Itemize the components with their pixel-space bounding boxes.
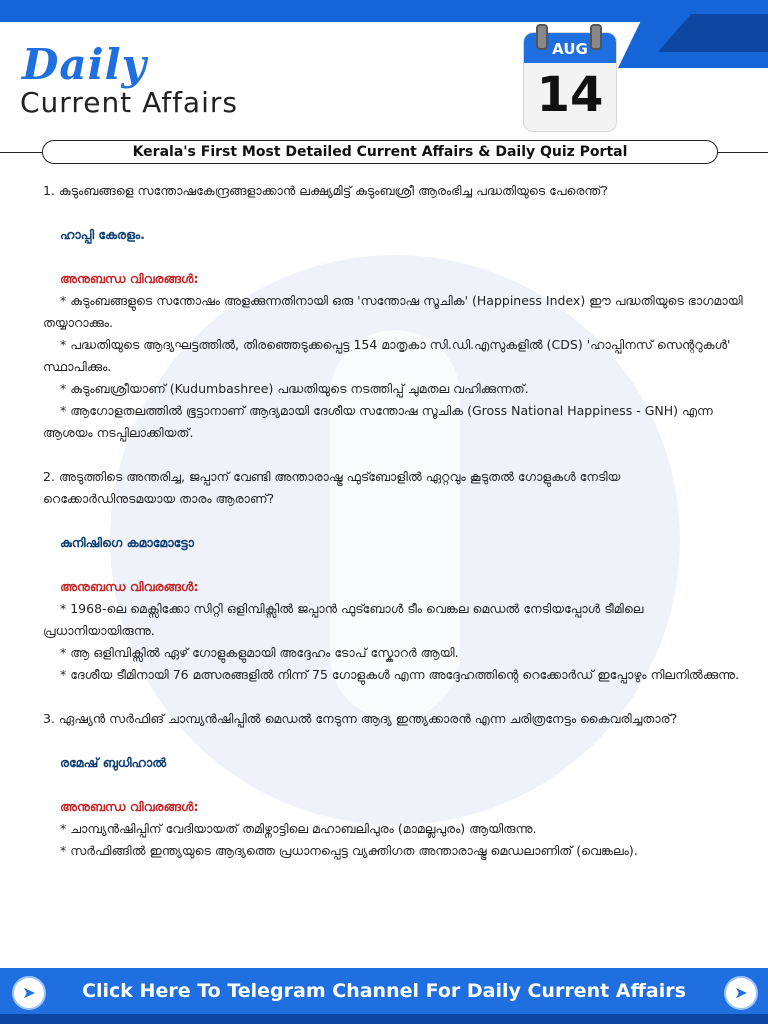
detail-item: * ചാമ്പ്യൻഷിപ്പിന് വേദിയായത് തമിഴ്നാട്ടിലെ മഹാബലിപുരം (മാമല്ലപുരം) ആയിരുന്നു. (60, 821, 537, 836)
question-block (43, 180, 743, 444)
calendar-day: 14 (536, 67, 604, 123)
detail-item: * ആഗോളതലത്തിൽ ഭൂട്ടാനാണ് ആദ്യമായി ദേശീയ സന്തോഷ സൂചിക (Gross National Happiness - GNH) എന്ന ആശയം നടപ്പിലാക്കിയത്. (43, 403, 713, 440)
related-info-label: അനുബന്ധ വിവരങ്ങൾ: (60, 579, 199, 594)
related-info-label: അനുബന്ധ വിവരങ്ങൾ: (60, 271, 199, 286)
question-text: 3. ഏഷ്യൻ സർഫിങ് ചാമ്പ്യൻഷിപ്പിൽ മെഡൽ നേടുന്ന ആദ്യ ഇന്ത്യക്കാരൻ എന്ന ചരിത്രനേട്ടം കൈവരിച്ചതാര്? (43, 711, 678, 726)
telegram-icon[interactable]: ➤ (724, 976, 758, 1010)
detail-item: * കുടുംബങ്ങളുടെ സന്തോഷം അളക്കുന്നതിനായി ഒരു 'സന്തോഷ സൂചിക' (Happiness Index) ഈ പദ്ധതിയുടെ ഭാഗമായി തയ്യാറാക്കും. (43, 293, 743, 330)
answer-text: ഹാപ്പി കേരളം. (60, 227, 145, 242)
question-block (43, 708, 743, 862)
detail-item: * ദേശീയ ടീമിനായി 76 മത്സരങ്ങളിൽ നിന്ന് 75 ഗോളുകൾ എന്ന അദ്ദേഹത്തിന്റെ റെക്കോർഡ് ഇപ്പോഴും നിലനിൽക്കുന്നു. (60, 667, 740, 682)
telegram-cta-link[interactable]: Click Here To Telegram Channel For Daily Current Affairs (82, 980, 686, 1002)
calendar-ring-left (536, 24, 548, 50)
detail-item: * കുടുംബശ്രീയാണ് (Kudumbashree) പദ്ധതിയുടെ നടത്തിപ്പ് ചുമതല വഹിക്കുന്നത്. (60, 381, 529, 396)
question-block (43, 466, 743, 686)
tagline-rule-right (718, 152, 768, 153)
question-text: 1. കുടുംബങ്ങളെ സന്തോഷകേന്ദ്രങ്ങളാക്കാൻ ലക്ഷ്യമിട്ട് കുടുംബശ്രീ ആരംഭിച്ച പദ്ധതിയുടെ പേരെന്ത്? (43, 183, 608, 198)
answer-text: കുനിഷിഗെ കമാമോട്ടോ (60, 535, 194, 550)
detail-item: * സർഫിങ്ങിൽ ഇന്ത്യയുടെ ആദ്യത്തെ പ്രധാനപ്പെട്ട വ്യക്തിഗത അന്താരാഷ്ട്ര മെഡലാണിത് (വെങ്കലം). (60, 843, 638, 858)
related-info-label: അനുബന്ധ വിവരങ്ങൾ: (60, 799, 199, 814)
quiz-content (43, 180, 743, 884)
tagline: Kerala's First Most Detailed Current Affairs & Daily Quiz Portal (42, 140, 718, 164)
brand-current-affairs: Current Affairs (20, 86, 238, 119)
detail-item: * 1968-ലെ മെക്സിക്കോ സിറ്റി ഒളിമ്പിക്സിൽ ജപ്പാൻ ഫുട്ബോൾ ടീം വെങ്കല മെഡൽ നേടിയപ്പോൾ ടീമിലെ പ്രധാനിയായിരുന്നു. (43, 601, 644, 638)
brand-daily: Daily (22, 40, 147, 89)
detail-item: * പദ്ധതിയുടെ ആദ്യഘട്ടത്തിൽ, തിരഞ്ഞെടുക്കപ്പെട്ട 154 മാതൃകാ സി.ഡി.എസുകളിൽ (CDS) 'ഹാപ്പിനസ് സെന്ററുകൾ' സ്ഥാപിക്കും. (43, 337, 731, 374)
tagline-rule-left (0, 152, 42, 153)
calendar-month: AUG (524, 33, 616, 63)
footer-bottom-band (0, 1014, 768, 1024)
answer-text: രമേഷ് ബുധിഹാൽ (60, 755, 167, 770)
telegram-icon[interactable]: ➤ (12, 976, 46, 1010)
calendar-ring-right (590, 24, 602, 50)
question-text: 2. അടുത്തിടെ അന്തരിച്ച, ജപ്പാന് വേണ്ടി അന്താരാഷ്ട്ര ഫുട്ബോളിൽ ഏറ്റവും കൂടുതൽ ഗോളുകൾ നേടിയ റെക്കോർഡിനുടമയായ താരം ആരാണ്? (43, 469, 621, 506)
detail-item: * ആ ഒളിമ്പിക്സിൽ ഏഴ് ഗോളുകളുമായി അദ്ദേഹം ടോപ് സ്കോറർ ആയി. (60, 645, 459, 660)
